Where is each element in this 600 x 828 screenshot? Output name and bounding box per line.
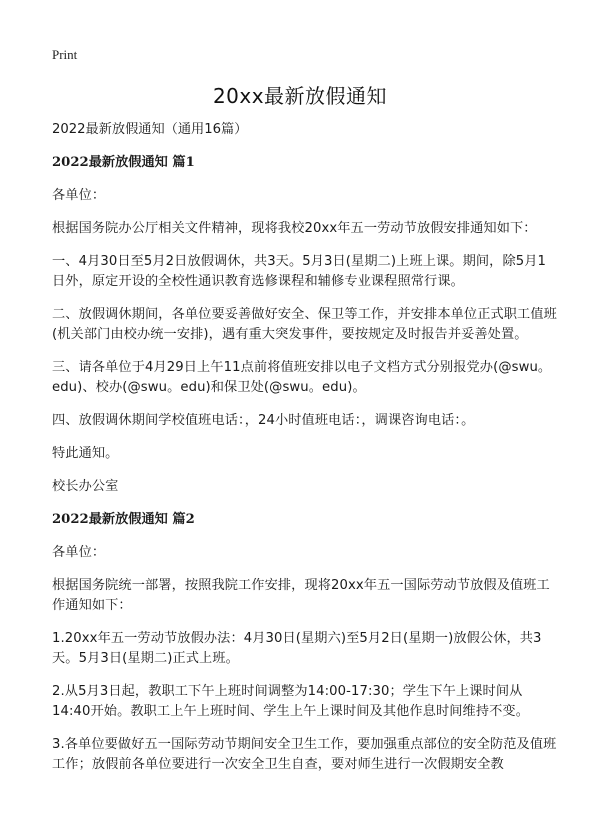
section-heading-2: 2022最新放假通知 篇2 bbox=[52, 512, 195, 527]
paragraph: 四、放假调休期间学校值班电话：，24小时值班电话：，调课咨询电话：。 bbox=[52, 413, 475, 428]
paragraph: 各单位： bbox=[52, 545, 106, 560]
print-label[interactable]: Print bbox=[52, 47, 78, 62]
paragraph: 3.各单位要做好五一国际劳动节期间安全卫生工作，要加强重点部位的安全防范及值班工作；放假前各单位要进行一次安全卫生自查，要对师生进行一次假期安全教 bbox=[52, 737, 557, 772]
section-heading-1: 2022最新放假通知 篇1 bbox=[52, 155, 195, 170]
paragraph: 特此通知。 bbox=[52, 446, 119, 461]
paragraph: 一、4月30日至5月2日放假调休，共3天。5月3日(星期二)上班上课。期间，除5月1日外，原定开设的全校性通识教育选修课程和辅修专业课程照常行课。 bbox=[52, 254, 547, 289]
paragraph: 2.从5月3日起，教职工下午上班时间调整为14:00-17:30；学生下午上课时间从14:40开始。教职工上午上班时间、学生上午上课时间及其他作息时间维持不变。 bbox=[52, 684, 529, 719]
page-title: 20xx最新放假通知 bbox=[212, 84, 388, 108]
signature-line: 校长办公室 bbox=[52, 479, 119, 494]
document-subtitle: 2022最新放假通知（通用16篇） bbox=[52, 122, 248, 137]
paragraph: 1.20xx年五一劳动节放假办法：4月30日(星期六)至5月2日(星期一)放假公休，共3天。5月3日(星期二)正式上班。 bbox=[52, 631, 542, 666]
paragraph: 各单位： bbox=[52, 188, 106, 203]
paragraph: 根据国务院统一部署，按照我院工作安排，现将20xx年五一国际劳动节放假及值班工作通知如下： bbox=[52, 578, 550, 613]
document-content bbox=[52, 120, 558, 788]
paragraph: 三、请各单位于4月29日上午11点前将值班安排以电子文档方式分别报党办(@swu。edu)、校办(@swu。edu)和保卫处(@swu。edu)。 bbox=[52, 360, 552, 395]
paragraph: 根据国务院办公厅相关文件精神，现将我校20xx年五一劳动节放假安排通知如下： bbox=[52, 221, 537, 236]
paragraph: 二、放假调休期间，各单位要妥善做好安全、保卫等工作，并安排本单位正式职工值班(机关部门由校办统一安排)，遇有重大突发事件，要按规定及时报告并妥善处置。 bbox=[52, 307, 557, 342]
